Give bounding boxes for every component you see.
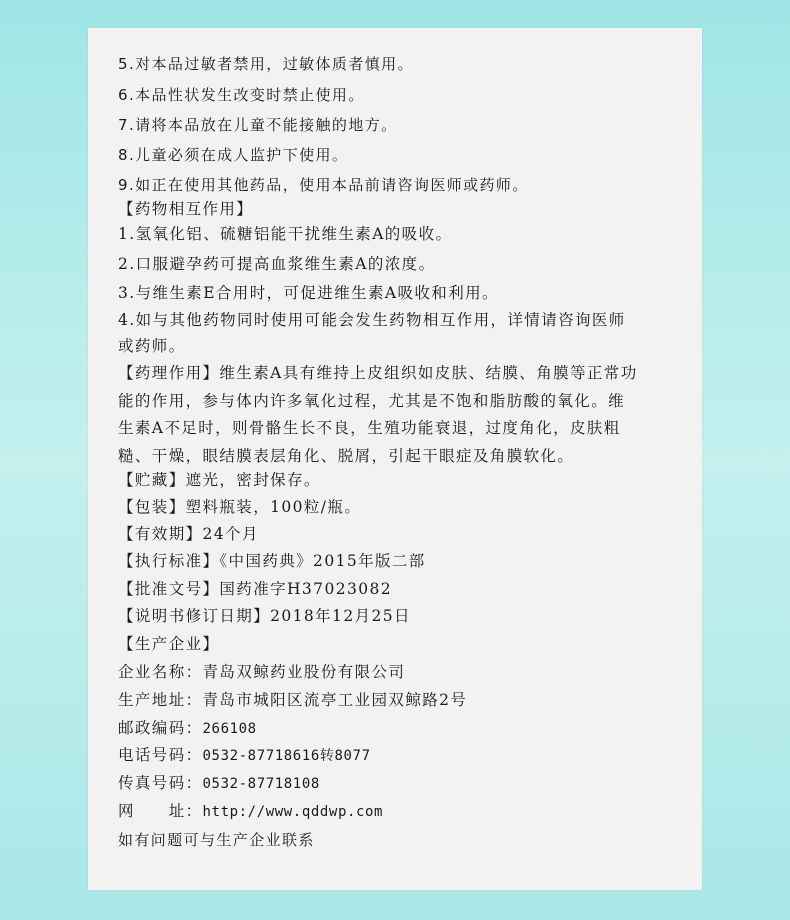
packaging-row [118, 497, 361, 517]
standard-row [118, 551, 426, 571]
interaction-item: 2.口服避孕药可提高血浆维生素A的浓度。 [118, 255, 436, 273]
caution-item: 8.儿童必须在成人监护下使用。 [118, 146, 349, 164]
caution-item: 7.请将本品放在儿童不能接触的地方。 [118, 116, 398, 134]
manufacturer-web-label: 网 址： [118, 802, 203, 820]
manufacturer-name: 青岛双鲸药业股份有限公司 [202, 663, 406, 681]
caution-item: 6.本品性状发生改变时禁止使用。 [118, 86, 365, 104]
standard-label: 【执行标准】 [118, 552, 220, 570]
manufacturer-web: http://www.qddwp.com [202, 804, 384, 820]
caution-item: 5.对本品过敏者禁用，过敏体质者慎用。 [118, 55, 414, 73]
manufacturer-heading: 【生产企业】 [118, 635, 220, 653]
manufacturer-name-row [118, 662, 405, 682]
validity-row [118, 524, 259, 544]
contact-note: 如有问题可与生产企业联系 [118, 831, 315, 849]
validity-label: 【有效期】 [118, 525, 203, 543]
approval-value: 国药准字H37023082 [219, 580, 393, 598]
manufacturer-address: 青岛市城阳区流亭工业园双鲸路2号 [202, 691, 468, 709]
storage-label: 【贮藏】 [118, 471, 186, 489]
interactions-heading: 【药物相互作用】 [118, 200, 254, 218]
interaction-item: 或药师。 [118, 337, 186, 355]
pharmacology-line: 能的作用，参与体内许多氧化过程，尤其是不饱和脂肪酸的氧化。维 [118, 392, 626, 410]
caution-item: 9.如正在使用其他药品，使用本品前请咨询医师或药师。 [118, 176, 529, 194]
interaction-item: 4.如与其他药物同时使用可能会发生药物相互作用，详情请咨询医师 [118, 311, 626, 329]
storage-row [118, 470, 321, 490]
manufacturer-fax: 0532-87718108 [202, 776, 320, 792]
pharmacology-line: 生素A不足时，则骨骼生长不良，生殖功能衰退，过度角化，皮肤粗 [118, 419, 621, 437]
packaging-label: 【包装】 [118, 498, 186, 516]
storage-value: 遮光，密封保存。 [185, 471, 321, 489]
manufacturer-name-label: 企业名称： [118, 663, 203, 681]
approval-label: 【批准文号】 [118, 580, 220, 598]
revision-row [118, 606, 411, 626]
manufacturer-fax-label: 传真号码： [118, 774, 203, 792]
pharmacology-line: 【药理作用】维生素A具有维持上皮组织如皮肤、结膜、角膜等正常功 [118, 364, 638, 382]
manufacturer-postcode-row [118, 718, 257, 739]
validity-value: 24个月 [202, 525, 259, 543]
manufacturer-phone: 0532-87718616转8077 [202, 748, 371, 764]
packaging-value: 塑料瓶装，100粒/瓶。 [185, 498, 362, 516]
manufacturer-address-label: 生产地址： [118, 691, 203, 709]
manufacturer-postcode: 266108 [202, 721, 257, 737]
approval-row [118, 579, 392, 599]
manufacturer-fax-row [118, 773, 320, 794]
revision-value: 2018年12月25日 [270, 607, 411, 625]
manufacturer-phone-row [118, 745, 371, 766]
revision-label: 【说明书修订日期】 [118, 607, 271, 625]
manufacturer-phone-label: 电话号码： [118, 746, 203, 764]
pharmacology-line: 糙、干燥，眼结膜表层角化、脱屑，引起干眼症及角膜软化。 [118, 447, 575, 465]
standard-value: 《中国药典》2015年版二部 [219, 552, 426, 570]
interaction-item: 1.氢氧化铝、硫糖铝能干扰维生素A的吸收。 [118, 225, 453, 243]
manufacturer-address-row [118, 690, 467, 710]
manufacturer-web-row [118, 801, 383, 822]
interaction-item: 3.与维生素E合用时，可促进维生素A吸收和利用。 [118, 284, 499, 302]
manufacturer-postcode-label: 邮政编码： [118, 719, 203, 737]
